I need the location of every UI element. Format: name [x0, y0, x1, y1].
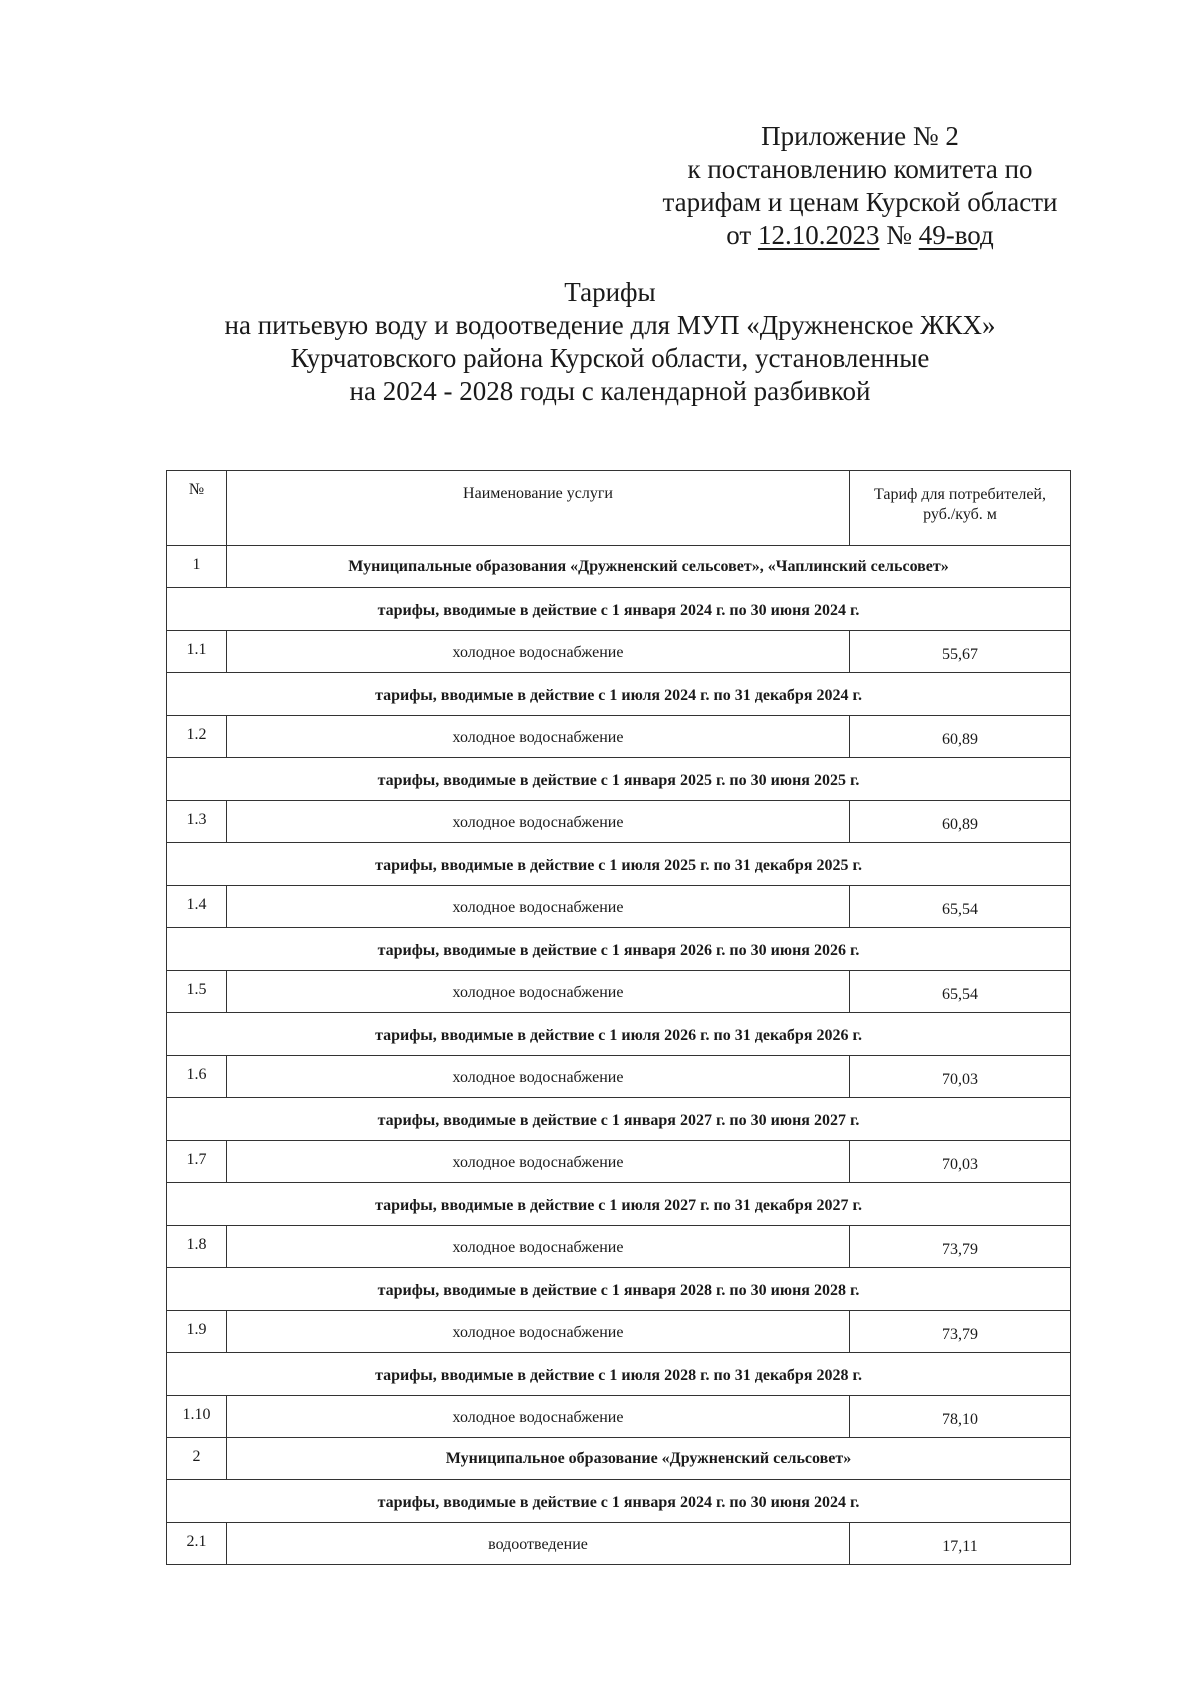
period-label: тарифы, вводимые в действие с 1 июля 2024 г. по 31 декабря 2024 г.: [167, 673, 1071, 716]
header-tariff: [850, 471, 1071, 546]
group-number: 1: [167, 546, 227, 588]
tariff-value: 17,11: [850, 1523, 1071, 1565]
header-tariff-line-2: руб./куб. м: [923, 506, 997, 523]
appendix-date: 12.10.2023: [757, 220, 880, 250]
table-row: [167, 1141, 1071, 1183]
service-name: холодное водоснабжение: [227, 631, 850, 673]
group-row: [167, 1438, 1071, 1480]
tariff-value: 73,79: [850, 1311, 1071, 1353]
row-number: 1.7: [167, 1141, 227, 1183]
tariff-value: 60,89: [850, 716, 1071, 758]
appendix-date-prefix: от: [726, 220, 758, 250]
row-number: 1.3: [167, 801, 227, 843]
period-label: тарифы, вводимые в действие с 1 января 2027 г. по 30 июня 2027 г.: [167, 1098, 1071, 1141]
service-name: холодное водоснабжение: [227, 1141, 850, 1183]
service-name: водоотведение: [227, 1523, 850, 1565]
table-row: [167, 716, 1071, 758]
service-name: холодное водоснабжение: [227, 971, 850, 1013]
table-row: [167, 631, 1071, 673]
table-row: [167, 1523, 1071, 1565]
appendix-reference: к постановлению комитета по: [687, 154, 1033, 184]
period-row: [167, 1098, 1071, 1141]
appendix-number-sign: №: [879, 220, 919, 250]
period-row: [167, 843, 1071, 886]
appendix-authority: тарифам и ценам Курской области: [662, 187, 1058, 217]
title-line-4: на 2024 - 2028 годы с календарной разбивкой: [349, 376, 871, 406]
row-number: 1.6: [167, 1056, 227, 1098]
group-number: 2: [167, 1438, 227, 1480]
header-service-name: Наименование услуги: [227, 471, 850, 546]
table-row: [167, 1226, 1071, 1268]
table-row: [167, 801, 1071, 843]
header-number: №: [167, 471, 227, 546]
group-row: [167, 546, 1071, 588]
tariff-table-body: [167, 546, 1071, 1565]
row-number: 1.8: [167, 1226, 227, 1268]
title-line-2: на питьевую воду и водоотведение для МУП «Дружненское ЖКХ»: [224, 310, 996, 340]
group-name: Муниципальные образования «Дружненский сельсовет», «Чаплинский сельсовет»: [227, 546, 1071, 588]
appendix-date-line: [620, 219, 1100, 252]
group-name: Муниципальное образование «Дружненский сельсовет»: [227, 1438, 1071, 1480]
document-title: [130, 276, 1090, 408]
service-name: холодное водоснабжение: [227, 886, 850, 928]
period-row: [167, 1268, 1071, 1311]
row-number: 1.10: [167, 1396, 227, 1438]
service-name: холодное водоснабжение: [227, 716, 850, 758]
table-row: [167, 1056, 1071, 1098]
row-number: 1.1: [167, 631, 227, 673]
table-row: [167, 1311, 1071, 1353]
tariff-value: 70,03: [850, 1056, 1071, 1098]
tariff-value: 65,54: [850, 971, 1071, 1013]
period-label: тарифы, вводимые в действие с 1 июля 2026 г. по 31 декабря 2026 г.: [167, 1013, 1071, 1056]
header-tariff-line-1: Тариф для потребителей,: [874, 486, 1046, 503]
period-label: тарифы, вводимые в действие с 1 января 2024 г. по 30 июня 2024 г.: [167, 588, 1071, 631]
period-label: тарифы, вводимые в действие с 1 января 2025 г. по 30 июня 2025 г.: [167, 758, 1071, 801]
period-label: тарифы, вводимые в действие с 1 января 2028 г. по 30 июня 2028 г.: [167, 1268, 1071, 1311]
row-number: 2.1: [167, 1523, 227, 1565]
tariff-value: 78,10: [850, 1396, 1071, 1438]
period-row: [167, 1353, 1071, 1396]
service-name: холодное водоснабжение: [227, 1056, 850, 1098]
appendix-number: Приложение № 2: [761, 121, 959, 151]
service-name: холодное водоснабжение: [227, 801, 850, 843]
service-name: холодное водоснабжение: [227, 1226, 850, 1268]
tariff-value: 55,67: [850, 631, 1071, 673]
tariff-value: 65,54: [850, 886, 1071, 928]
period-label: тарифы, вводимые в действие с 1 июля 2028 г. по 31 декабря 2028 г.: [167, 1353, 1071, 1396]
period-label: тарифы, вводимые в действие с 1 июля 2027 г. по 31 декабря 2027 г.: [167, 1183, 1071, 1226]
period-row: [167, 1013, 1071, 1056]
tariff-value: 73,79: [850, 1226, 1071, 1268]
row-number: 1.2: [167, 716, 227, 758]
period-row: [167, 1183, 1071, 1226]
period-row: [167, 928, 1071, 971]
appendix-decree-number: 49-вод: [918, 220, 994, 250]
row-number: 1.5: [167, 971, 227, 1013]
title-line-1: Тарифы: [564, 277, 656, 307]
appendix-header: [620, 120, 1100, 252]
row-number: 1.9: [167, 1311, 227, 1353]
period-label: тарифы, вводимые в действие с 1 января 2024 г. по 30 июня 2024 г.: [167, 1480, 1071, 1523]
service-name: холодное водоснабжение: [227, 1311, 850, 1353]
tariff-value: 70,03: [850, 1141, 1071, 1183]
period-row: [167, 588, 1071, 631]
table-header-row: [167, 471, 1071, 546]
tariff-value: 60,89: [850, 801, 1071, 843]
row-number: 1.4: [167, 886, 227, 928]
period-row: [167, 673, 1071, 716]
service-name: холодное водоснабжение: [227, 1396, 850, 1438]
period-label: тарифы, вводимые в действие с 1 января 2026 г. по 30 июня 2026 г.: [167, 928, 1071, 971]
period-row: [167, 758, 1071, 801]
table-row: [167, 971, 1071, 1013]
tariff-table: [166, 470, 1071, 1565]
title-line-3: Курчатовского района Курской области, установленные: [290, 343, 930, 373]
table-row: [167, 1396, 1071, 1438]
period-row: [167, 1480, 1071, 1523]
table-row: [167, 886, 1071, 928]
period-label: тарифы, вводимые в действие с 1 июля 2025 г. по 31 декабря 2025 г.: [167, 843, 1071, 886]
